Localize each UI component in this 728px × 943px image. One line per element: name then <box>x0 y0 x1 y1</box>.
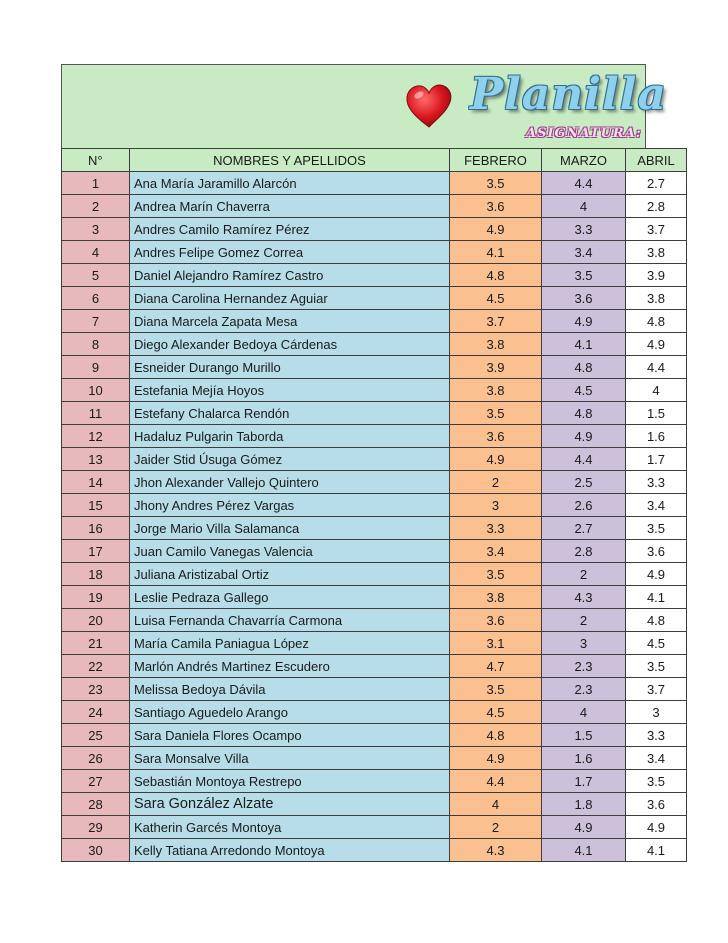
grade-march: 4.1 <box>542 333 626 356</box>
grade-march: 3.3 <box>542 218 626 241</box>
row-number: 26 <box>62 747 130 770</box>
row-number: 9 <box>62 356 130 379</box>
row-number: 18 <box>62 563 130 586</box>
student-name: Luisa Fernanda Chavarría Carmona <box>130 609 450 632</box>
table-row <box>62 563 687 586</box>
table-row <box>62 816 687 839</box>
grade-march: 3.6 <box>542 287 626 310</box>
grade-february: 3.9 <box>450 356 542 379</box>
grade-february: 3.3 <box>450 517 542 540</box>
row-number: 19 <box>62 586 130 609</box>
header-row <box>62 149 687 172</box>
grade-march: 3.5 <box>542 264 626 287</box>
grade-february: 3.8 <box>450 379 542 402</box>
row-number: 23 <box>62 678 130 701</box>
student-name: Jhon Alexander Vallejo Quintero <box>130 471 450 494</box>
grade-february: 4.3 <box>450 839 542 862</box>
student-name: Andrea Marín Chaverra <box>130 195 450 218</box>
header-number: N° <box>62 149 130 172</box>
grade-april: 3 <box>626 701 687 724</box>
grade-february: 3.6 <box>450 609 542 632</box>
grade-february: 4.4 <box>450 770 542 793</box>
student-name: Estefany Chalarca Rendón <box>130 402 450 425</box>
row-number: 7 <box>62 310 130 333</box>
row-number: 27 <box>62 770 130 793</box>
table-row <box>62 701 687 724</box>
table-row <box>62 494 687 517</box>
row-number: 17 <box>62 540 130 563</box>
grade-march: 4.5 <box>542 379 626 402</box>
grade-february: 3.1 <box>450 632 542 655</box>
grade-february: 3.5 <box>450 402 542 425</box>
student-name: Jaider Stid Úsuga Gómez <box>130 448 450 471</box>
grade-march: 1.5 <box>542 724 626 747</box>
table-row <box>62 287 687 310</box>
grade-april: 4.9 <box>626 563 687 586</box>
grade-february: 4.9 <box>450 218 542 241</box>
student-name: Santiago Aguedelo Arango <box>130 701 450 724</box>
grade-march: 4.8 <box>542 402 626 425</box>
grade-february: 4.8 <box>450 724 542 747</box>
table-row <box>62 632 687 655</box>
grade-february: 4.7 <box>450 655 542 678</box>
table-row <box>62 586 687 609</box>
row-number: 6 <box>62 287 130 310</box>
table-row <box>62 379 687 402</box>
grade-april: 3.4 <box>626 747 687 770</box>
row-number: 20 <box>62 609 130 632</box>
grade-february: 4.9 <box>450 448 542 471</box>
grade-march: 1.8 <box>542 793 626 816</box>
grade-february: 2 <box>450 471 542 494</box>
table-row <box>62 540 687 563</box>
student-name: Hadaluz Pulgarin Taborda <box>130 425 450 448</box>
grade-march: 4.9 <box>542 425 626 448</box>
student-name: Katherin Garcés Montoya <box>130 816 450 839</box>
grade-february: 4.5 <box>450 701 542 724</box>
grade-february: 4 <box>450 793 542 816</box>
row-number: 11 <box>62 402 130 425</box>
grade-april: 4.1 <box>626 839 687 862</box>
header-april: ABRIL <box>626 149 687 172</box>
grade-march: 4.4 <box>542 448 626 471</box>
grade-february: 3.6 <box>450 425 542 448</box>
row-number: 28 <box>62 793 130 816</box>
header-february: FEBRERO <box>450 149 542 172</box>
grade-april: 3.7 <box>626 218 687 241</box>
heart-icon <box>404 83 454 129</box>
grade-april: 4.8 <box>626 609 687 632</box>
grade-march: 4.9 <box>542 310 626 333</box>
grade-february: 3.8 <box>450 333 542 356</box>
table-row <box>62 218 687 241</box>
student-name: Sara González Alzate <box>130 793 450 816</box>
grade-april: 3.3 <box>626 471 687 494</box>
grade-april: 4.9 <box>626 816 687 839</box>
row-number: 13 <box>62 448 130 471</box>
student-name: Andres Felipe Gomez Correa <box>130 241 450 264</box>
grade-march: 2.5 <box>542 471 626 494</box>
grade-march: 2.7 <box>542 517 626 540</box>
row-number: 21 <box>62 632 130 655</box>
row-number: 3 <box>62 218 130 241</box>
row-number: 1 <box>62 172 130 195</box>
row-number: 2 <box>62 195 130 218</box>
banner <box>61 64 667 148</box>
table-row <box>62 724 687 747</box>
student-name: Sebastián Montoya Restrepo <box>130 770 450 793</box>
grade-april: 3.5 <box>626 517 687 540</box>
student-name: Diego Alexander Bedoya Cárdenas <box>130 333 450 356</box>
grade-march: 2.3 <box>542 678 626 701</box>
grade-april: 1.7 <box>626 448 687 471</box>
row-number: 16 <box>62 517 130 540</box>
grade-april: 3.9 <box>626 264 687 287</box>
table-row <box>62 793 687 816</box>
grade-february: 3.5 <box>450 563 542 586</box>
student-name: María Camila Paniagua López <box>130 632 450 655</box>
grade-april: 3.3 <box>626 724 687 747</box>
row-number: 29 <box>62 816 130 839</box>
grade-february: 3.4 <box>450 540 542 563</box>
table-row <box>62 241 687 264</box>
grade-february: 3.5 <box>450 678 542 701</box>
grade-april: 2.8 <box>626 195 687 218</box>
row-number: 4 <box>62 241 130 264</box>
student-name: Melissa Bedoya Dávila <box>130 678 450 701</box>
table-row <box>62 839 687 862</box>
grade-march: 2 <box>542 609 626 632</box>
student-name: Marlón Andrés Martinez Escudero <box>130 655 450 678</box>
student-name: Andres Camilo Ramírez Pérez <box>130 218 450 241</box>
student-name: Juliana Aristizabal Ortiz <box>130 563 450 586</box>
table-row <box>62 425 687 448</box>
grade-april: 4 <box>626 379 687 402</box>
table-row <box>62 655 687 678</box>
header-name: NOMBRES Y APELLIDOS <box>130 149 450 172</box>
student-name: Leslie Pedraza Gallego <box>130 586 450 609</box>
grade-april: 2.7 <box>626 172 687 195</box>
table-row <box>62 747 687 770</box>
student-name: Sara Daniela Flores Ocampo <box>130 724 450 747</box>
grade-april: 4.8 <box>626 310 687 333</box>
table-row <box>62 517 687 540</box>
row-number: 25 <box>62 724 130 747</box>
grade-february: 4.5 <box>450 287 542 310</box>
grade-february: 2 <box>450 816 542 839</box>
student-name: Ana María Jaramillo Alarcón <box>130 172 450 195</box>
student-name: Juan Camilo Vanegas Valencia <box>130 540 450 563</box>
student-name: Kelly Tatiana Arredondo Montoya <box>130 839 450 862</box>
grade-march: 4.3 <box>542 586 626 609</box>
grade-april: 3.7 <box>626 678 687 701</box>
row-number: 15 <box>62 494 130 517</box>
grade-march: 4 <box>542 701 626 724</box>
grade-february: 4.8 <box>450 264 542 287</box>
row-number: 12 <box>62 425 130 448</box>
grade-april: 3.8 <box>626 241 687 264</box>
grade-april: 3.8 <box>626 287 687 310</box>
table-row <box>62 310 687 333</box>
student-name: Jhony Andres Pérez Vargas <box>130 494 450 517</box>
grade-april: 1.5 <box>626 402 687 425</box>
row-number: 10 <box>62 379 130 402</box>
grade-march: 3.4 <box>542 241 626 264</box>
row-number: 24 <box>62 701 130 724</box>
row-number: 14 <box>62 471 130 494</box>
grade-april: 3.4 <box>626 494 687 517</box>
grade-march: 1.7 <box>542 770 626 793</box>
grade-february: 3.7 <box>450 310 542 333</box>
grade-april: 4.1 <box>626 586 687 609</box>
grade-march: 4.1 <box>542 839 626 862</box>
grade-march: 4.4 <box>542 172 626 195</box>
grade-february: 3.8 <box>450 586 542 609</box>
student-name: Diana Marcela Zapata Mesa <box>130 310 450 333</box>
table-row <box>62 264 687 287</box>
grade-march: 4.9 <box>542 816 626 839</box>
subject-label: ASIGNATURA: <box>526 126 642 141</box>
header-march: MARZO <box>542 149 626 172</box>
student-name: Sara Monsalve Villa <box>130 747 450 770</box>
table-row <box>62 609 687 632</box>
row-number: 30 <box>62 839 130 862</box>
student-name: Diana Carolina Hernandez Aguiar <box>130 287 450 310</box>
table-row <box>62 172 687 195</box>
grade-march: 2.3 <box>542 655 626 678</box>
grade-april: 3.5 <box>626 655 687 678</box>
student-name: Estefania Mejía Hoyos <box>130 379 450 402</box>
table-row <box>62 195 687 218</box>
table-row <box>62 448 687 471</box>
grade-february: 3.5 <box>450 172 542 195</box>
grade-march: 2.6 <box>542 494 626 517</box>
grade-april: 3.6 <box>626 540 687 563</box>
student-name: Jorge Mario Villa Salamanca <box>130 517 450 540</box>
student-name: Daniel Alejandro Ramírez Castro <box>130 264 450 287</box>
table-row <box>62 770 687 793</box>
grade-april: 4.4 <box>626 356 687 379</box>
grade-march: 2 <box>542 563 626 586</box>
grade-april: 3.6 <box>626 793 687 816</box>
grade-february: 3.6 <box>450 195 542 218</box>
grades-table <box>61 148 687 862</box>
grade-march: 4.8 <box>542 356 626 379</box>
grade-march: 3 <box>542 632 626 655</box>
grade-march: 4 <box>542 195 626 218</box>
page-title: Planilla <box>470 69 667 120</box>
grade-february: 3 <box>450 494 542 517</box>
grade-sheet <box>61 64 675 862</box>
grade-april: 1.6 <box>626 425 687 448</box>
row-number: 5 <box>62 264 130 287</box>
table-row <box>62 471 687 494</box>
grade-march: 1.6 <box>542 747 626 770</box>
grade-april: 4.5 <box>626 632 687 655</box>
row-number: 8 <box>62 333 130 356</box>
table-row <box>62 333 687 356</box>
grade-april: 3.5 <box>626 770 687 793</box>
grade-february: 4.9 <box>450 747 542 770</box>
row-number: 22 <box>62 655 130 678</box>
grade-march: 2.8 <box>542 540 626 563</box>
table-row <box>62 678 687 701</box>
table-row <box>62 356 687 379</box>
grade-february: 4.1 <box>450 241 542 264</box>
student-name: Esneider Durango Murillo <box>130 356 450 379</box>
grade-april: 4.9 <box>626 333 687 356</box>
table-row <box>62 402 687 425</box>
